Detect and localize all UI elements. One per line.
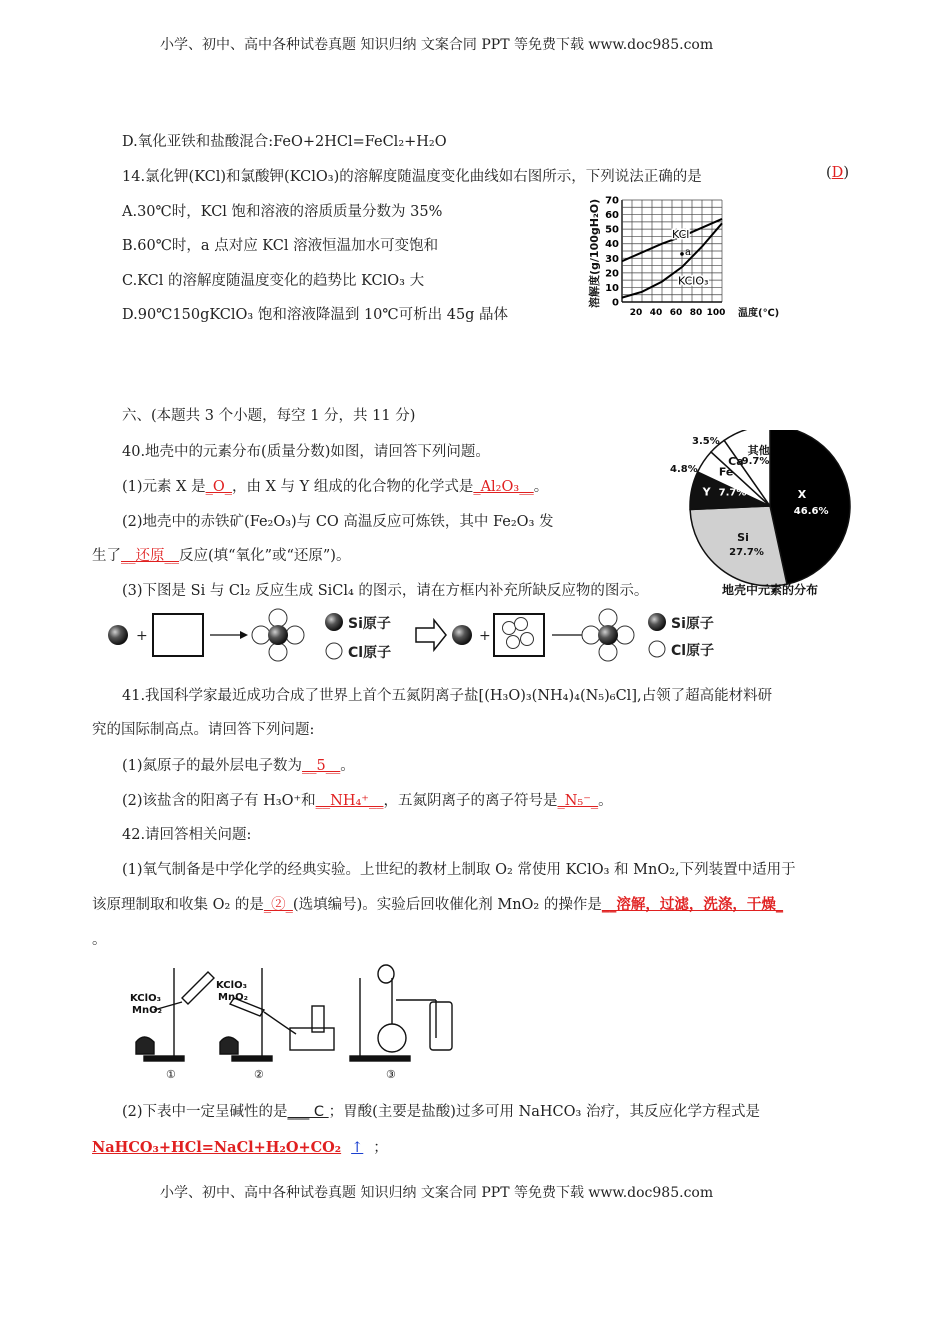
x-tick-label: 100 (706, 308, 726, 318)
q41-p1-answer: __5__ (302, 758, 341, 774)
point-a-label: a (685, 246, 691, 258)
q42-part1-end: 。 (92, 932, 107, 948)
q40-part2-line2 (92, 544, 350, 565)
pie-slice-label: X (797, 488, 807, 502)
q42-p1-text: 该原理制取和收集 O₂ 的是 (92, 897, 264, 913)
q42-p1-text2: (选填编号)。实验后回收催化剂 MnO₂ 的操作是 (292, 897, 602, 913)
transition-arrow-icon (416, 620, 446, 650)
q42-stem: 42.请回答相关问题: (122, 827, 252, 843)
apparatus-1-label-mno2: MnO₂ (132, 1005, 162, 1016)
page-header: 小学、初中、高中各种试卷真题 知识归纳 文案合同 PPT 等免费下载 www.doc985.com (160, 37, 714, 53)
legend-si-icon (325, 613, 343, 631)
q40-p1-text: (1)元素 X 是 (122, 479, 206, 495)
chart-ylabel: 溶解度(g/100gH₂O) (588, 198, 601, 308)
pie-slice-label: Y (702, 485, 711, 499)
q41-p1-text: (1)氮原子的最外层电子数为 (122, 758, 303, 774)
apparatus-2-label-mno2: MnO₂ (218, 992, 248, 1003)
q41-stem-line1: 41.我国科学家最近成功合成了世界上首个五氮阴离子盐[(H₃O)₃(NH₄)₄(N₅)₆Cl],占领了超高能材料研 (122, 688, 773, 704)
q41-p2-answer-anion: _N₅⁻_ (557, 793, 599, 809)
empty-answer-box (153, 614, 203, 656)
q42-p2-answer: ___ C (287, 1104, 329, 1120)
apparatus-1-label-kclo3: KClO₃ (130, 993, 161, 1004)
q14-answer (826, 165, 849, 181)
q14-answer-close: ) (843, 165, 849, 181)
apparatus-figure (124, 958, 464, 1082)
q14-answer-value: D (831, 165, 844, 181)
q14-option-c: C.KCl 的溶解度随温度变化的趋势比 KClO₃ 大 (122, 273, 425, 289)
q41-part2 (122, 789, 613, 810)
y-tick-label: 10 (605, 282, 619, 294)
svg-text:+: + (136, 628, 148, 644)
series-label: KCl (672, 227, 690, 241)
pie-slice-label: Fe (718, 465, 734, 479)
y-tick-label: 50 (605, 224, 619, 236)
q40-stem: 40.地壳中的元素分布(质量分数)如图，请回答下列问题。 (122, 444, 490, 460)
legend-cl-label-2: Cl原子 (671, 643, 715, 659)
q40-p2-text2: 反应(填“氧化”或“还原”)。 (179, 548, 351, 564)
pie-slice-value: 3.5% (692, 436, 720, 447)
pie-title: 地壳中元素的分布 (722, 583, 819, 597)
pie-slice-value: 7.7% (718, 487, 747, 499)
q14-option-b: B.60℃时，a 点对应 KCl 溶液恒温加水可变饱和 (122, 238, 439, 254)
gas-arrow-icon: ↑ (351, 1140, 364, 1156)
q42-equation (92, 1136, 388, 1157)
q42-part1-line1: (1)氧气制备是中学化学的经典实验。上世纪的教材上制取 O₂ 常使用 KClO₃ 和 MnO₂,下列装置中适用于 (122, 862, 796, 878)
q14-option-a: A.30℃时，KCl 饱和溶液的溶质质量分数为 35% (122, 204, 443, 220)
apparatus-2-label-kclo3: KClO₃ (216, 980, 247, 991)
page-footer: 小学、初中、高中各种试卷真题 知识归纳 文案合同 PPT 等免费下载 www.doc985.com (160, 1185, 714, 1201)
q42-equation-end: ； (373, 1140, 388, 1156)
crust-pie-chart (660, 430, 860, 602)
q40-p1-answer-formula: _Al₂O₃__ (473, 479, 534, 495)
pie-slice-value: 46.6% (793, 506, 829, 518)
q40-p2-answer: __还原__ (121, 548, 179, 564)
y-tick-label: 30 (605, 253, 619, 265)
y-tick-label: 20 (605, 268, 619, 280)
x-tick-label: 40 (649, 308, 663, 318)
reaction-diagram (100, 604, 740, 666)
q42-p1-answer-operation: __溶解，过滤，洗涤，干燥_ (601, 896, 784, 913)
x-tick-label: 60 (669, 308, 683, 318)
svg-text:+: + (479, 628, 491, 644)
q42-p2-text2: ；胃酸(主要是盐酸)过多可用 NaHCO₃ 治疗，其反应化学方程式是 (328, 1104, 760, 1120)
apparatus-3-number: ③ (386, 1068, 396, 1081)
pie-slice-label: Si (737, 530, 749, 544)
q42-equation-text: NaHCO₃+HCl=NaCl+H₂O+CO₂ (92, 1139, 342, 1156)
q40-p1-text2: ，由 X 与 Y 组成的化合物的化学式是 (231, 479, 474, 495)
q14-option-d: D.90℃150gKClO₃ 饱和溶液降温到 10℃可析出 45g 晶体 (122, 307, 509, 323)
q13-option-d: D.氧化亚铁和盐酸混合:FeO+2HCl=FeCl₂+H₂O (122, 134, 447, 150)
pie-slice-label: 其他 (747, 444, 770, 458)
point-a-marker (680, 252, 684, 256)
q40-p1-end: 。 (533, 479, 549, 495)
solubility-chart (582, 192, 792, 322)
pie-slice-value: 9.7% (741, 456, 770, 468)
legend-cl-icon (326, 643, 342, 659)
apparatus-3-icon (350, 965, 452, 1061)
series-label: KClO₃ (678, 274, 709, 288)
q41-stem-line2: 究的国际制高点。请回答下列问题: (92, 722, 315, 738)
y-tick-label: 60 (605, 210, 619, 222)
legend-cl-label: Cl原子 (348, 645, 392, 661)
q41-p2-text2: ，五氮阴离子的离子符号是 (383, 793, 558, 809)
q14-answer-open: ( (826, 165, 832, 181)
y-tick-label: 40 (605, 239, 619, 251)
q42-p2-text: (2)下表中一定呈碱性的是 (122, 1104, 288, 1120)
si-atom-icon (108, 625, 128, 645)
y-tick-label: 70 (605, 195, 619, 207)
q42-part2 (122, 1100, 760, 1121)
q14-stem: 14.氯化钾(KCl)和氯酸钾(KClO₃)的溶解度随温度变化曲线如右图所示，下列说法正确的是 (122, 169, 702, 185)
pie-slice-value: 4.8% (670, 464, 698, 475)
x-tick-label: 80 (689, 308, 703, 318)
q40-part3: (3)下图是 Si 与 Cl₂ 反应生成 SiCl₄ 的图示，请在方框内补充所缺反应物的图示。 (122, 583, 649, 599)
q41-part1 (122, 754, 355, 775)
x-tick-label: 20 (629, 308, 643, 318)
apparatus-1-number: ① (166, 1068, 176, 1081)
q41-p2-text: (2)该盐含的阳离子有 H₃O⁺和 (122, 793, 316, 809)
y-tick-label: 0 (612, 297, 619, 309)
q41-p2-end: 。 (598, 793, 613, 809)
q41-p2-answer-cation: __NH₄⁺__ (315, 793, 384, 809)
legend-si-label-2: Si原子 (671, 616, 714, 632)
q42-p1-answer-apparatus: _②_ (263, 897, 293, 913)
q42-part1-line2 (92, 893, 783, 914)
pie-slice-value: 27.7% (729, 546, 764, 558)
q40-p2-text: 生了 (92, 548, 121, 564)
apparatus-2-number: ② (254, 1068, 264, 1081)
legend-si-label: Si原子 (348, 616, 391, 632)
chart-xlabel: 温度(℃) (738, 308, 780, 319)
q40-p1-answer-element: _O_ (205, 479, 232, 495)
q40-part1 (122, 475, 548, 496)
section-six-title: 六、(本题共 3 个小题，每空 1 分，共 11 分) (122, 408, 416, 424)
q41-p1-end: 。 (340, 758, 355, 774)
pie-slice-label: Ca (728, 455, 744, 469)
q40-part2-line1: (2)地壳中的赤铁矿(Fe₂O₃)与 CO 高温反应可炼铁，其中 Fe₂O₃ 发 (122, 514, 554, 530)
sicl4-molecule-icon (252, 609, 304, 661)
